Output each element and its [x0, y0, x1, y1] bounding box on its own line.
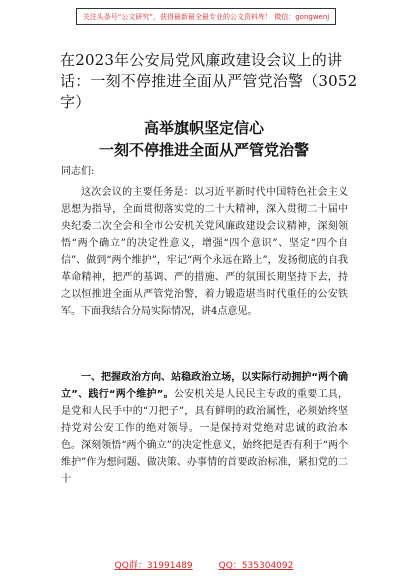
top-banner: 关注头条号“公文研究”，获得最新最全最专业的公文资料库！ 微信：gongwenj: [76, 8, 336, 25]
document-title: 在2023年公安局党风廉政建设会议上的讲话：一刻不停推进全面从严管党治警（3052字）: [60, 51, 358, 111]
section-heading: 一、把握政治方向、站稳政治立场，以实际行动拥护“两个确立”、践行“两个维护”。: [61, 372, 348, 400]
section-body: 公安机关是人民民主专政的重要工具，是党和人民手中的“刀把子”，具有鲜明的政治属性，必须始终坚持党对公安工作的绝对领导。一是保持对党绝对忠诚的政治本色。深刻领悟“两个确立”的决定性意义，始终把是否有利于“两个维护”作为想问题、做决策、办事情的首要政治标准，紧扣党的二十: [61, 389, 349, 485]
footer-qq-group[interactable]: QQ群：31991489: [114, 561, 193, 571]
salutation: 同志们:: [61, 166, 95, 177]
footer: [0, 558, 408, 572]
section-one: [61, 369, 348, 488]
subtitle-line-1: 高举旗帜坚定信心: [143, 119, 264, 137]
subtitle-line-2: 一刻不停推进全面从严管党治警: [98, 141, 309, 159]
footer-qq[interactable]: QQ：535304092: [218, 561, 294, 571]
paragraph-intro: 这次会议的主要任务是：以习近平新时代中国特色社会主义思想为指导，全面贯彻落实党的二十大精神，深入贯彻二十届中央纪委二次全会和全市公安机关党风廉政建设会议精神，深刻领悟“两个确立”的决定性意义，增强“四个意识”、坚定“四个自信”、做到“两个维护”，牢记“两个永远在路上”，发扬彻底的自我革命精神，把严的基调、严的措施、严的氛围长期坚持下去，持之以恒推进全面从严管党治警，着力锻造堪当时代重任的公安铁军。下面我结合分局实际情况，讲4点意见。: [61, 187, 348, 317]
